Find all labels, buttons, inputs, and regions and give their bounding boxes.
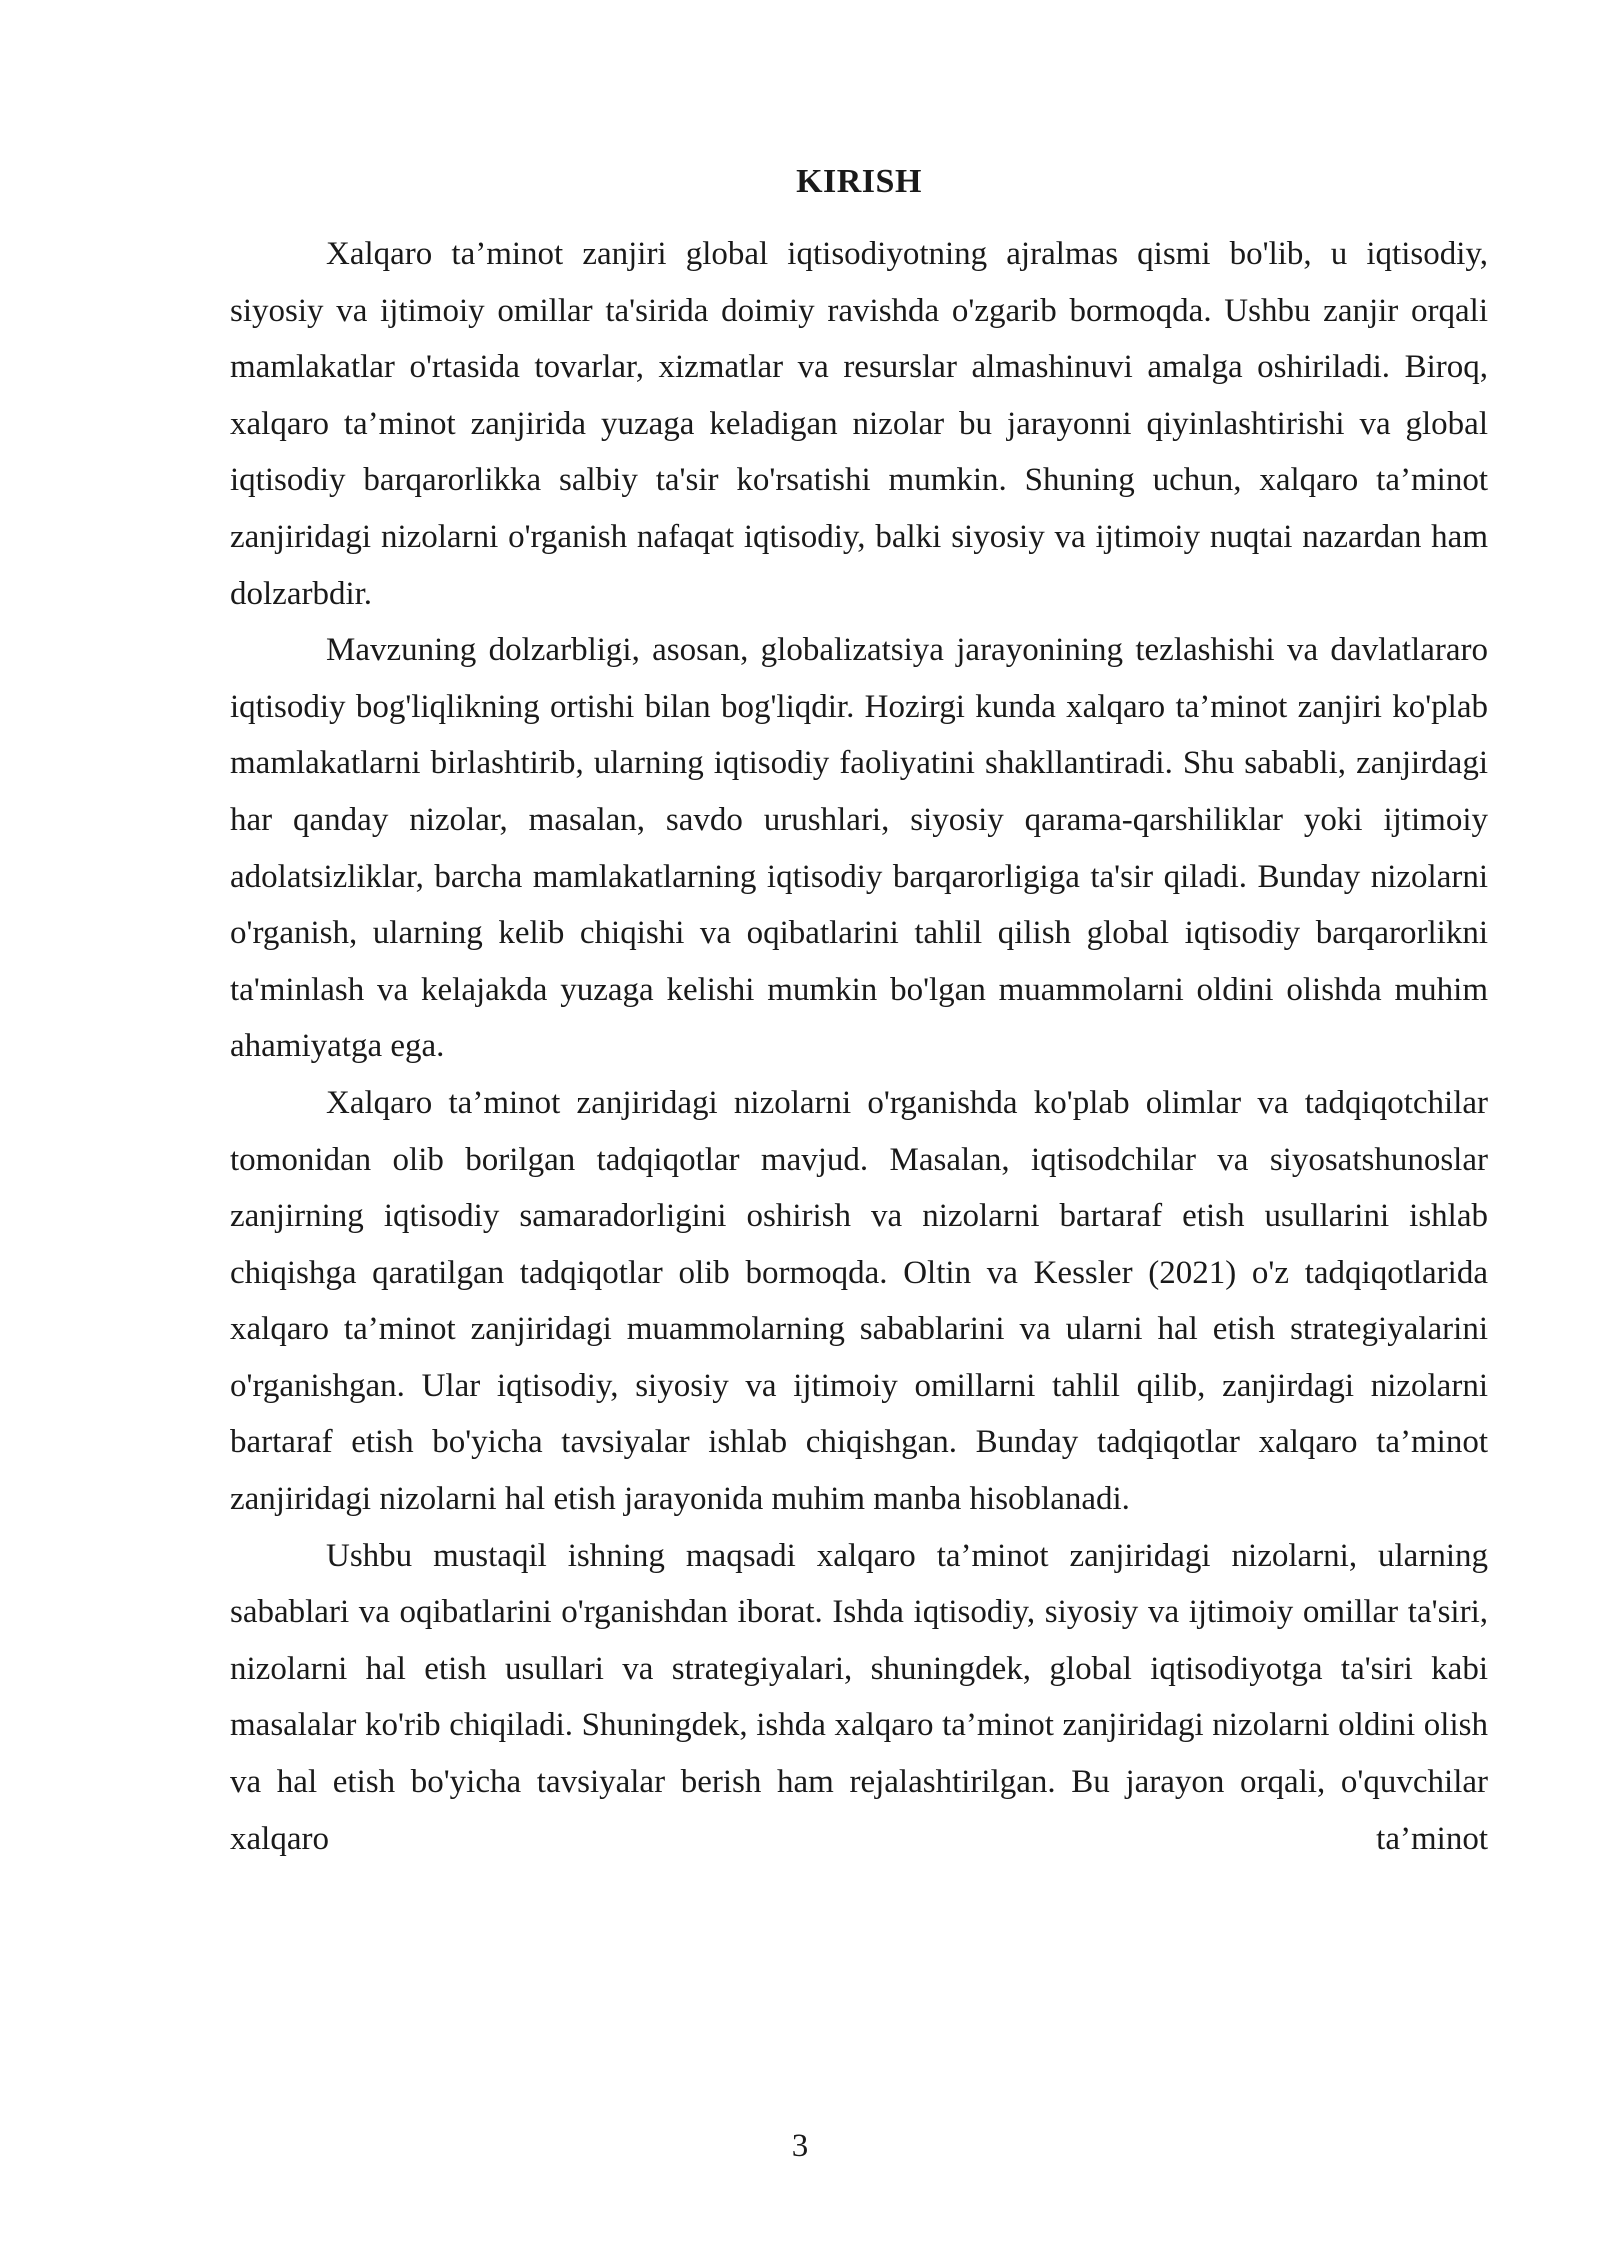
paragraph-2: Mavzuning dolzarbligi, asosan, globalizatsiya jarayonining tezlashishi va davlatlararo iqtisodiy bog'liqlikning ortishi bilan bog'liqdir. Hozirgi kunda xalqaro ta’minot zanjiri ko'plab mamlakatlarni birlashtirib, ularning iqtisodiy faoliyatini shakllantiradi. Shu sababli, zanjirdagi har qanday nizolar, masalan, savdo urushlari, siyosiy qarama-qarshiliklar yoki ijtimoiy adolatsizliklar, barcha mamlakatlarning iqtisodiy barqarorligiga ta'sir qiladi. Bunday nizolarni o'rganish, ularning kelib chiqishi va oqibatlarini tahlil qilish global iqtisodiy barqarorlikni ta'minlash va kelajakda yuzaga kelishi mumkin bo'lgan muammolarni oldini olishda muhim ahamiyatga ega.	[230, 632, 1488, 1065]
page-number: 3	[791, 2128, 809, 2164]
paragraph-1: Xalqaro ta’minot zanjiri global iqtisodiyotning ajralmas qismi bo'lib, u iqtisodiy, siyosiy va ijtimoiy omillar ta'sirida doimiy ravishda o'zgarib bormoqda. Ushbu zanjir orqali mamlakatlar o'rtasida tovarlar, xizmatlar va resurslar almashinuvi amalga oshiriladi. Biroq, xalqaro ta’minot zanjirida yuzaga keladigan nizolar bu jarayonni qiyinlashtirishi va global iqtisodiy barqarorlikka salbiy ta'sir ko'rsatishi mumkin. Shuning uchun, xalqaro ta’minot zanjiridagi nizolarni o'rganish nafaqat iqtisodiy, balki siyosiy va ijtimoiy nuqtai nazardan ham dolzarbdir.	[230, 236, 1488, 612]
paragraph-3: Xalqaro ta’minot zanjiridagi nizolarni o'rganishda ko'plab olimlar va tadqiqotchilar tomonidan olib borilgan tadqiqotlar mavjud. Masalan, iqtisodchilar va siyosatshunoslar zanjirning iqtisodiy samaradorligini oshirish va nizolarni bartaraf etish usullarini ishlab chiqishga qaratilgan tadqiqotlar olib bormoqda. Oltin va Kessler (2021) o'z tadqiqotlarida xalqaro ta’minot zanjiridagi muammolarning sabablarini va ularni hal etish strategiyalarini o'rganishgan. Ular iqtisodiy, siyosiy va ijtimoiy omillarni tahlil qilib, zanjirdagi nizolarni bartaraf etish bo'yicha tavsiyalar ishlab chiqishgan. Bunday tadqiqotlar xalqaro ta’minot zanjiridagi nizolarni hal etish jarayonida muhim manba hisoblanadi.	[230, 1084, 1488, 1518]
page-title: KIRISH	[796, 163, 922, 200]
page-body	[230, 160, 1488, 1867]
paragraph-4: Ushbu mustaqil ishning maqsadi xalqaro ta’minot zanjiridagi nizolarni, ularning sabablari va oqibatlarini o'rganishdan iborat. Ishda iqtisodiy, siyosiy va ijtimoiy omillar ta'siri, nizolarni hal etish usullari va strategiyalari, shuningdek, global iqtisodiyotga ta'siri kabi masalalar ko'rib chiqiladi. Shuningdek, ishda xalqaro ta’minot zanjiridagi nizolarni oldini olish va hal etish bo'yicha tavsiyalar berish ham rejalashtirilgan. Bu jarayon orqali, o'quvchilar xalqaro ta’minot	[230, 1537, 1488, 1857]
